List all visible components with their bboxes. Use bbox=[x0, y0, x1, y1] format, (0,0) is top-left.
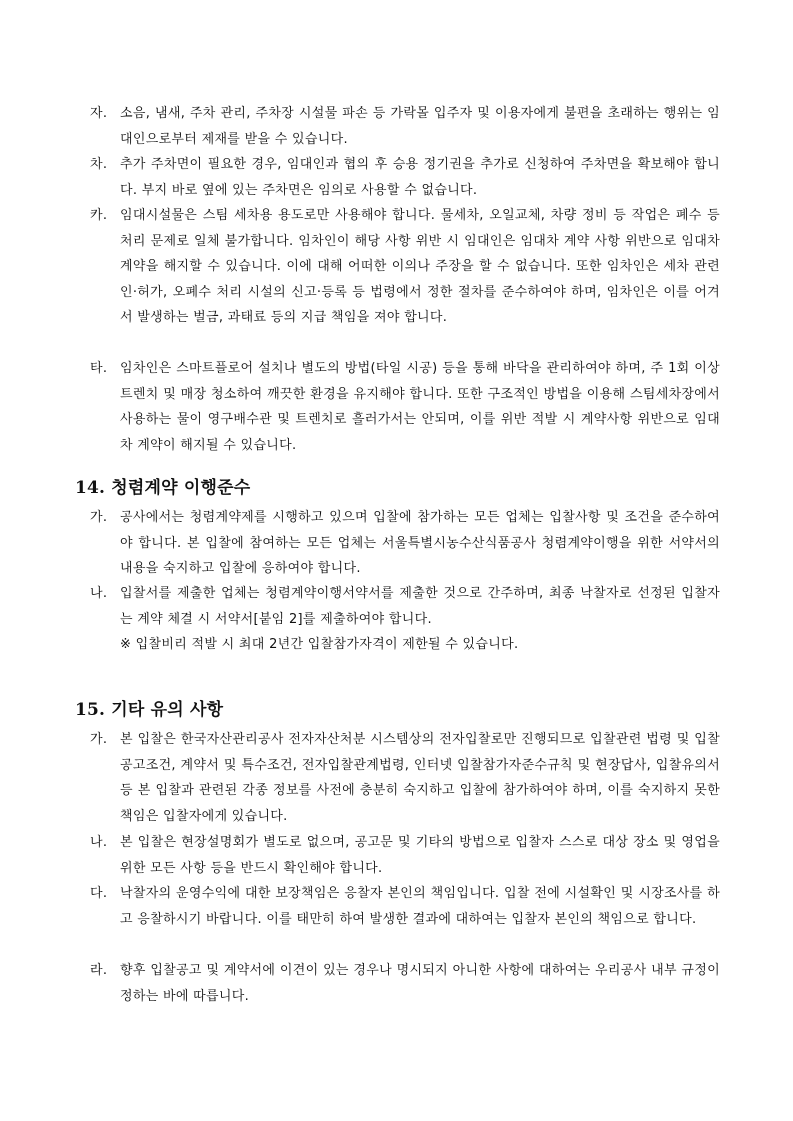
list-item-text: 입찰서를 제출한 업체는 청렴계약이행서약서를 제출한 것으로 간주하며, 최종 낙찰자로 선정된 입찰자는 계약 체결 시 서약서[붙임 2]를 제출하여야 합니다. bbox=[120, 586, 720, 627]
list-marker: 라. bbox=[90, 963, 108, 978]
list-item bbox=[90, 958, 720, 1009]
list-marker: 가. bbox=[90, 510, 108, 525]
list-item-text: 공사에서는 청렴계약제를 시행하고 있으며 입찰에 참가하는 모든 업체는 입찰사항 및 조건을 준수하여야 합니다. 본 입찰에 참여하는 모든 업체는 서울특별시농수산식품공사 청렴계약이행을 위한 서약서의 내용을 숙지하고 입찰에 응하여야 합니다. bbox=[120, 510, 720, 576]
list-item bbox=[90, 356, 720, 458]
list-marker: 차. bbox=[90, 157, 108, 172]
list-item bbox=[90, 881, 720, 932]
list-item-text: 추가 주차면이 필요한 경우, 임대인과 협의 후 승용 정기권을 추가로 신청하여 주차면을 확보해야 합니다. 부지 바로 옆에 있는 주차면은 임의로 사용할 수 없습니다. bbox=[120, 157, 720, 198]
list-marker: 가. bbox=[90, 732, 108, 747]
list-item-text: 소음, 냄새, 주차 관리, 주차장 시설물 파손 등 가락몰 입주자 및 이용자에게 불편을 초래하는 행위는 임대인으로부터 제재를 받을 수 있습니다. bbox=[120, 106, 720, 147]
note-text: ※ 입찰비리 적발 시 최대 2년간 입찰참가자격이 제한될 수 있습니다. bbox=[120, 637, 519, 652]
list-item bbox=[90, 203, 720, 331]
section-heading: 14. 청렴계약 이행준수 bbox=[75, 478, 251, 498]
section-heading: 15. 기타 유의 사항 bbox=[75, 700, 224, 720]
list-marker: 타. bbox=[90, 361, 108, 376]
list-item-text: 향후 입찰공고 및 계약서에 이견이 있는 경우나 명시되지 아니한 사항에 대하여는 우리공사 내부 규정이 정하는 바에 따릅니다. bbox=[120, 963, 720, 1004]
list-item bbox=[90, 727, 720, 829]
list-marker: 카. bbox=[90, 208, 108, 223]
list-item-text: 임대시설물은 스팀 세차용 용도로만 사용해야 합니다. 물세차, 오일교체, 차량 정비 등 작업은 폐수 등 처리 문제로 일체 불가합니다. 임차인이 해당 사항 위반 시 임대인은 임대차 계약 사항 위반으로 임대차 계약을 해지할 수 있습니다. 이에 대해 어떠한 이의나 주장을 할 수 없습니다. 또한 임차인은 세차 관련 인·허가, 오폐수 처리 시설의 신고·등록 등 법령에서 정한 절차를 준수하여야 하며, 임차인은 이를 어겨서 발생하는 벌금, 과태료 등의 지급 책임을 져야 합니다. bbox=[120, 208, 720, 325]
list-item bbox=[90, 101, 720, 152]
list-item-text: 본 입찰은 현장설명회가 별도로 없으며, 공고문 및 기타의 방법으로 입찰자 스스로 대상 장소 및 영업을 위한 모든 사항 등을 반드시 확인해야 합니다. bbox=[120, 835, 720, 876]
list-item-text: 본 입찰은 한국자산관리공사 전자자산처분 시스템상의 전자입찰로만 진행되므로 입찰관련 법령 및 입찰공고조건, 계약서 및 특수조건, 전자입찰관계법령, 인터넷 입찰참가자준수규칙 및 현장답사, 입찰유의서 등 본 입찰과 관련된 각종 정보를 사전에 충분히 숙지하고 입찰에 참가하여야 하며, 이를 숙지하지 못한 책임은 입찰자에게 있습니다. bbox=[120, 732, 720, 824]
list-marker: 자. bbox=[90, 106, 108, 121]
list-item bbox=[90, 152, 720, 203]
list-item bbox=[90, 505, 720, 582]
list-marker: 다. bbox=[90, 886, 108, 901]
list-item-text: 낙찰자의 운영수익에 대한 보장책임은 응찰자 본인의 책임입니다. 입찰 전에 시설확인 및 시장조사를 하고 응찰하시기 바랍니다. 이를 태만히 하여 발생한 결과에 대하여는 입찰자 본인의 책임으로 합니다. bbox=[120, 886, 720, 927]
list-item-text: 임차인은 스마트플로어 설치나 별도의 방법(타일 시공) 등을 통해 바닥을 관리하여야 하며, 주 1회 이상 트렌치 및 매장 청소하여 깨끗한 환경을 유지해야 합니다. 또한 구조적인 방법을 이용해 스팀세차장에서 사용하는 물이 영구배수관 및 트렌치로 흘러가서는 안되며, 이를 위반 적발 시 계약사항 위반으로 임대차 계약이 해지될 수 있습니다. bbox=[120, 361, 720, 453]
list-marker: 나. bbox=[90, 586, 108, 601]
list-item bbox=[90, 830, 720, 881]
list-marker: 나. bbox=[90, 835, 108, 850]
list-item bbox=[90, 581, 720, 632]
